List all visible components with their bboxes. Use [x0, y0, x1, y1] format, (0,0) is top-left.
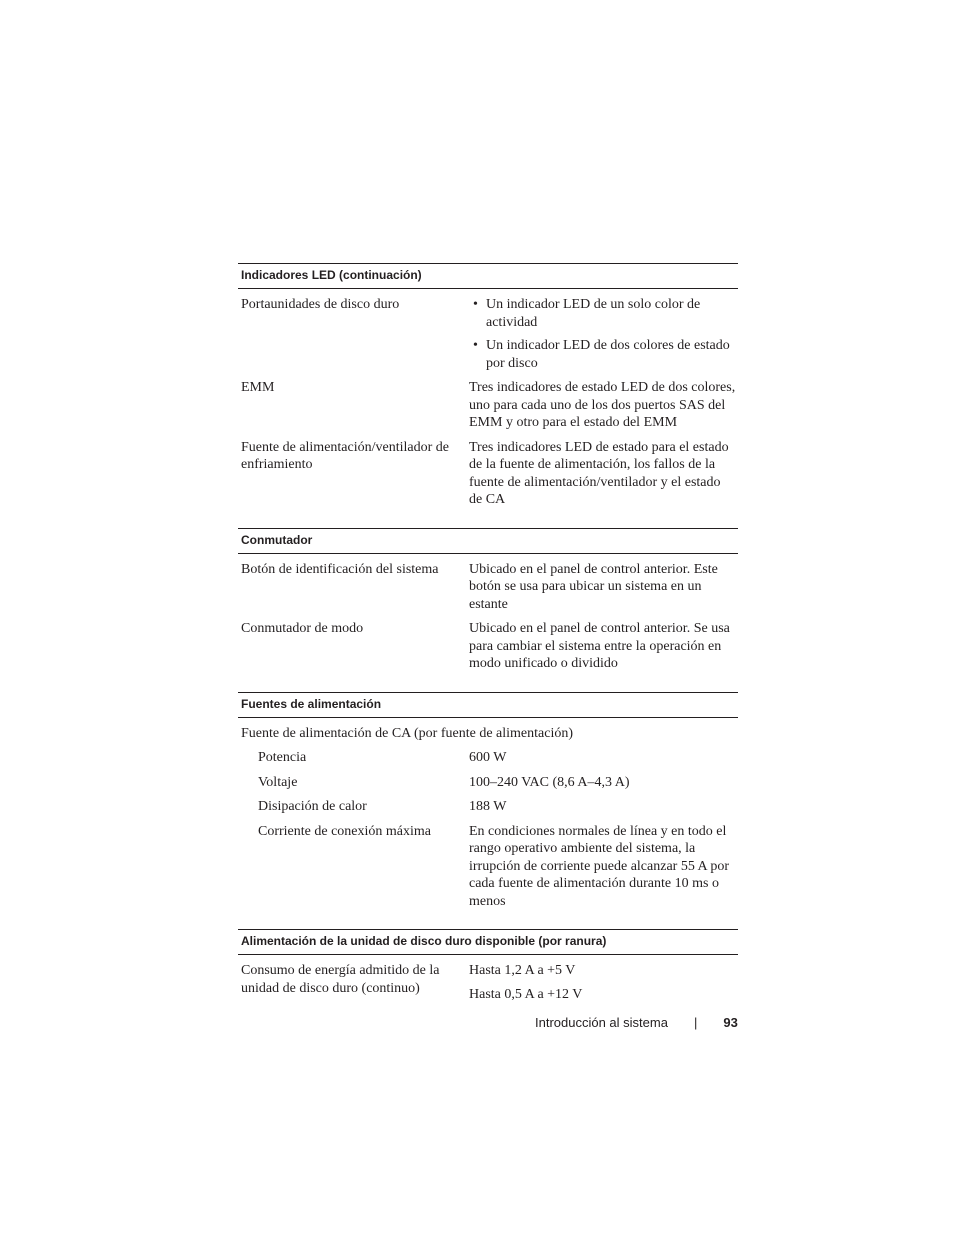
section-heading: Alimentación de la unidad de disco duro disponible (por ranura) — [238, 929, 738, 955]
spec-row — [238, 439, 738, 516]
spec-row — [238, 379, 738, 432]
footer-separator: | — [693, 1015, 698, 1030]
spec-label: Portaunidades de disco duro — [241, 297, 400, 312]
spec-value: 188 W — [469, 799, 507, 814]
page-footer — [535, 1015, 738, 1030]
spec-value-line: Hasta 0,5 A a +12 V — [469, 986, 583, 1002]
spec-label: Corriente de conexión máxima — [258, 823, 431, 839]
spec-value: En condiciones normales de línea y en todo el rango operativo ambiente del sistema, la irrupción de corriente puede alcanzar 55 A por cada fuente de alimentación durante 10 ms o menos — [469, 823, 730, 909]
spec-row — [238, 962, 738, 1010]
spec-row — [238, 823, 738, 918]
page-number: 93 — [723, 1015, 738, 1030]
spec-value: Ubicado en el panel de control anterior. Este botón se usa para ubicar un sistema en un estante — [469, 561, 718, 612]
spec-row — [238, 620, 738, 680]
section-heading: Indicadores LED (continuación) — [238, 263, 738, 289]
spec-row — [238, 561, 738, 614]
spec-label: EMM — [241, 380, 275, 395]
spec-label: Botón de identificación del sistema — [241, 561, 439, 577]
section-led-indicators — [238, 263, 738, 516]
spec-label: Voltaje — [258, 774, 298, 790]
spec-label: Conmutador de modo — [241, 621, 364, 636]
section-hdd-power — [238, 929, 738, 1010]
section-power-supplies — [238, 692, 738, 918]
bullet-list — [469, 296, 736, 372]
spec-value — [466, 962, 738, 1003]
spec-label: Disipación de calor — [258, 799, 367, 814]
spec-row — [238, 749, 738, 767]
spec-label: Fuente de alimentación/ventilador de enfriamiento — [241, 439, 449, 472]
spec-value: 600 W — [469, 750, 507, 765]
section-switch — [238, 528, 738, 680]
spec-row — [238, 774, 738, 792]
section-heading: Fuentes de alimentación — [238, 692, 738, 718]
spec-label: Potencia — [258, 750, 307, 765]
bullet-item: • Un indicador LED de un solo color de actividad — [486, 296, 736, 331]
spec-value-line: Hasta 1,2 A a +5 V — [469, 963, 576, 978]
spec-label: Consumo de energía admitido de la unidad de disco duro (continuo) — [241, 963, 440, 996]
spec-value: 100–240 VAC (8,6 A–4,3 A) — [469, 774, 630, 790]
spec-subheading: Fuente de alimentación de CA (por fuente de alimentación) — [241, 725, 573, 741]
bullet-item: • Un indicador LED de dos colores de estado por disco — [486, 337, 736, 372]
spec-value: Tres indicadores de estado LED de dos colores, uno para cada uno de los dos puertos SAS del EMM y otro para el estado del EMM — [469, 380, 736, 430]
spec-row — [238, 296, 738, 378]
spec-table — [238, 263, 738, 1010]
spec-row — [238, 798, 738, 816]
spec-value — [466, 296, 738, 378]
spec-value: Tres indicadores LED de estado para el estado de la fuente de alimentación, los fallos de la fuente de alimentación/ventilador y el estado de CA — [469, 439, 729, 507]
chapter-title: Introducción al sistema — [535, 1015, 668, 1030]
section-heading: Conmutador — [238, 528, 738, 554]
spec-value: Ubicado en el panel de control anterior. Se usa para cambiar el sistema entre la operación en modo unificado o dividido — [469, 621, 730, 671]
